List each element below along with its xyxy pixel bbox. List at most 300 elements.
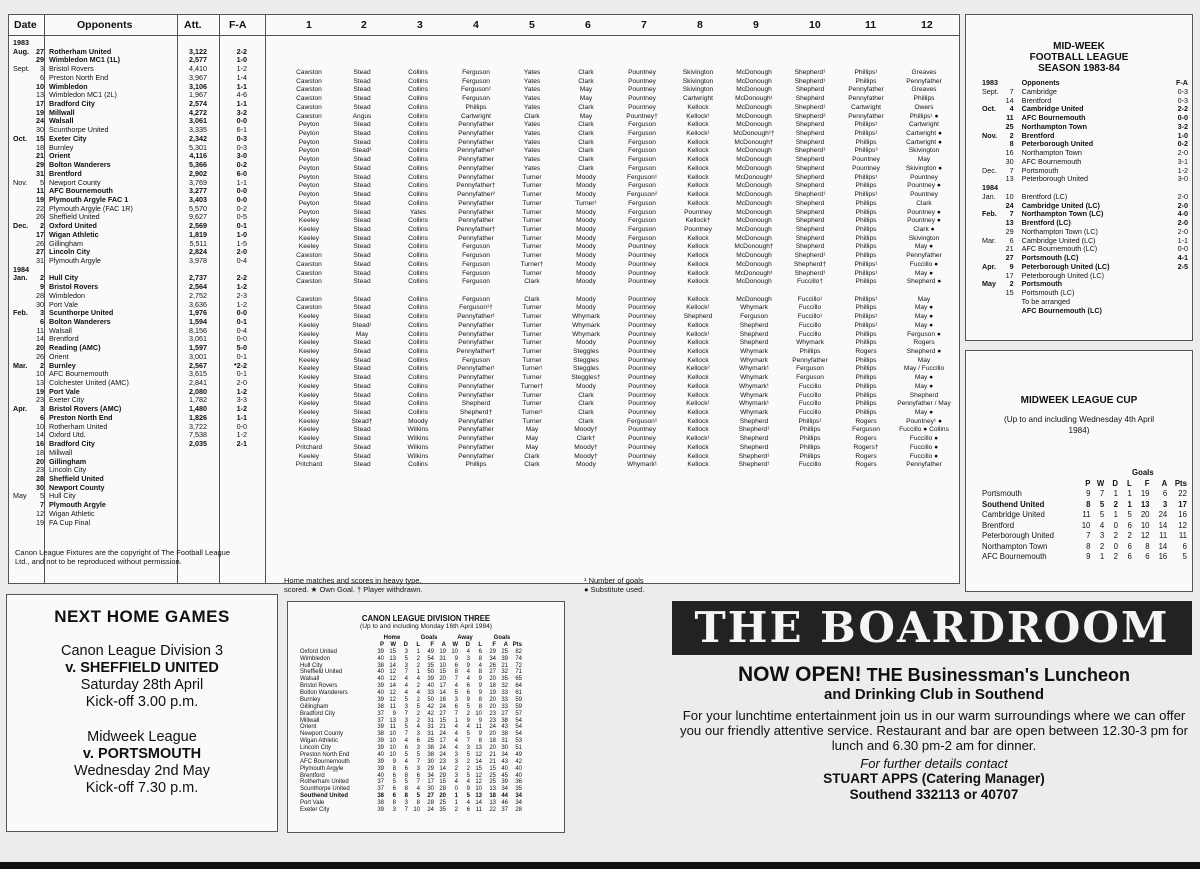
midweek-opponent: AFC Bournemouth (LC)	[1021, 305, 1102, 315]
div3-cell: 2	[416, 683, 420, 690]
div3-cell: 37	[377, 779, 384, 786]
fixture-opponent: Orient	[49, 351, 69, 361]
div3-cell: 5	[404, 724, 408, 731]
player-cell: Greaves	[911, 69, 937, 76]
fixture-score: 0-0	[236, 116, 247, 126]
legend-line1: Home matches and scores in heavy type.	[284, 576, 422, 585]
fixture-row	[13, 519, 258, 528]
div3-cell: 1	[416, 669, 420, 676]
player-cell: Peyton	[298, 147, 320, 155]
player-cell: Peyton	[298, 138, 320, 146]
div3-cell: 3	[416, 731, 420, 738]
div3-team: Lincoln City	[300, 745, 332, 751]
player-cell: Stead	[353, 164, 371, 172]
div3-cell: 39	[377, 683, 384, 690]
fixture-attendance	[167, 458, 207, 467]
player-cell: Yates	[523, 77, 541, 85]
div3-cell: 40	[377, 751, 384, 758]
fixture-attendance: 4,116	[189, 151, 207, 161]
legend-sub: ● Substitute used.	[584, 585, 645, 594]
midweek-score: 2-2	[1177, 104, 1188, 114]
div3-cell: 42	[427, 703, 434, 710]
boardroom-banner: THE BOARDROOM	[672, 601, 1192, 655]
div3-cell: 12	[475, 779, 482, 786]
player-cell: Phillips¹	[854, 269, 878, 277]
div3-cell: 23	[489, 710, 496, 717]
player-cell: Kellock	[687, 269, 709, 277]
player-cell: Pountney	[628, 69, 656, 76]
div3-cell: 38	[427, 745, 434, 751]
player-cell: Cawston	[296, 304, 322, 312]
player-cell: Yates	[523, 130, 541, 138]
player-cell: Pennyfather	[458, 199, 494, 207]
player-cell: Pennyfather	[458, 426, 494, 434]
fixture-day: 26	[36, 238, 44, 248]
player-cell: Shepherd	[795, 182, 825, 190]
midweek-month	[982, 307, 1002, 316]
div3-team: Bristol Rovers	[300, 683, 338, 690]
player-cell: Phillips	[855, 365, 877, 373]
fixture-month	[13, 144, 30, 153]
player-cell: Cawston	[296, 77, 322, 85]
player-cell: Whymark	[740, 356, 768, 364]
fixture-attendance: 2,841	[189, 378, 207, 388]
player-cell: Pountney	[684, 225, 712, 233]
div3-row	[300, 683, 522, 690]
cup-col: L	[1127, 478, 1132, 488]
player-cell: Whymark	[740, 391, 768, 399]
cup-cell: 7	[1086, 531, 1091, 540]
group-label	[300, 635, 372, 642]
player-cell: Phillips	[799, 348, 821, 355]
lineup-row	[284, 357, 956, 366]
cup-team: Cambridge United	[982, 510, 1045, 519]
midweek-day: 7	[1009, 209, 1014, 219]
player-cell: Pennyfather	[458, 164, 494, 172]
div3-cell: 17	[439, 738, 446, 745]
fixture-month	[13, 83, 30, 92]
fixture-score	[207, 519, 247, 528]
player-cell: Pountney	[628, 348, 656, 355]
player-cell: Turner	[522, 321, 542, 329]
fixture-opponent: Port Vale	[49, 386, 80, 396]
midweek-row	[982, 175, 1188, 184]
player-cell: Kellock	[687, 409, 709, 417]
player-cell: Ferguson	[462, 269, 490, 277]
player-cell: Shepherd²	[794, 112, 826, 120]
fixture-opponent: Burnley	[49, 142, 74, 152]
div3-row	[300, 649, 522, 656]
midweek-title-line: SEASON 1983-84	[1038, 63, 1120, 74]
column-number: 7	[641, 19, 647, 31]
player-cell: Collins	[408, 86, 428, 94]
player-cell: Turner¹	[575, 199, 597, 207]
player-cell: Stead	[353, 452, 371, 460]
player-cell: Turner¹	[521, 409, 543, 417]
div3-cell: 5	[466, 751, 470, 758]
player-cell: Phillips¹	[798, 417, 822, 425]
div3-team: Hull City	[300, 662, 323, 669]
player-cell: Shepherd ●	[906, 348, 942, 355]
player-cell: Rogers	[855, 348, 877, 355]
div3-team: Millwall	[300, 717, 320, 724]
div3-cell: 35	[439, 806, 446, 813]
game2-comp: Midweek League	[87, 729, 197, 745]
div3-cell: 13	[475, 793, 482, 800]
fixture-opponent: Millwall	[49, 107, 75, 117]
fixture-day: 23	[36, 465, 44, 475]
player-cell: Moody	[576, 173, 596, 181]
cup-cell: 6	[1127, 552, 1132, 561]
player-cell: Kellock¹	[686, 112, 710, 120]
fixture-attendance: 2,902	[189, 168, 207, 178]
midweek-opp-head: Opponents	[1021, 78, 1060, 87]
fixture-attendance: 8,156	[189, 325, 207, 335]
div3-row	[300, 738, 522, 745]
column-number: 1	[306, 19, 312, 31]
div3-cell: 5	[404, 696, 408, 703]
player-cell: Stead	[353, 356, 371, 364]
player-cell: Turner	[522, 208, 542, 216]
div3-cell: 29	[489, 648, 496, 655]
midweek-opponent: Peterborough United (LC)	[1021, 270, 1104, 280]
fixture-opponent: Lincoln City	[49, 465, 87, 475]
div3-team: Walsall	[300, 676, 320, 683]
player-cell: Moody	[576, 182, 596, 190]
lineup-row	[284, 191, 956, 200]
midweek-year: 1983	[982, 78, 998, 87]
fixture-day: 19	[36, 517, 44, 527]
fixture-attendance: 1,826	[189, 412, 207, 422]
player-cell: Stead	[353, 400, 371, 408]
div3-cell: 7	[416, 779, 420, 786]
player-cell: Kellock¹	[686, 304, 710, 312]
player-cell: Moody	[576, 252, 596, 260]
fixture-month: Sept.	[13, 64, 30, 74]
div3-cell: 24	[439, 731, 446, 738]
fixture-attendance: 4,410	[189, 64, 207, 74]
fixture-opponent: Sheffield United	[49, 473, 104, 483]
div3-cell: 21	[501, 662, 508, 669]
player-cell: Stead	[353, 77, 371, 85]
player-cell: Collins	[408, 121, 428, 129]
fixture-day: 24	[36, 116, 44, 126]
player-cell: Rogers	[855, 417, 877, 425]
fixture-opponent: AFC Bournemouth	[49, 186, 113, 196]
boardroom-line1: THE Businessman's Luncheon	[866, 665, 1131, 685]
fixture-month	[13, 231, 30, 240]
player-cell: Kellock	[687, 164, 709, 172]
div3-cell: 54	[427, 655, 434, 662]
fixture-day: 15	[36, 133, 44, 143]
div3-cell: 15	[439, 669, 446, 676]
fixture-opponent: Bradford City	[49, 99, 95, 109]
player-cell: Shepherd	[795, 138, 825, 146]
fixture-attendance	[167, 510, 207, 519]
player-cell: Pountney	[628, 321, 656, 329]
midweek-opponent: To be arranged	[1021, 296, 1071, 306]
cup-row	[982, 521, 1187, 532]
fixture-day: 6	[40, 317, 44, 326]
div3-cell: 6	[392, 772, 396, 779]
player-cell: Keeley	[298, 313, 320, 321]
cup-cell: 0	[1113, 520, 1118, 530]
player-cell: Pountney¹ ●	[906, 417, 942, 425]
player-cell: Shepherd¹	[794, 269, 826, 277]
fixture-score: 0-0	[236, 186, 247, 196]
lineup-row	[284, 86, 956, 95]
fixture-opponent: Preston North End	[49, 72, 109, 82]
fixture-score: 1-1	[236, 412, 247, 422]
div3-cell: 31	[427, 717, 434, 724]
cup-cell: 13	[1140, 499, 1150, 509]
player-cell: Collins	[408, 225, 428, 233]
player-cell: Clark	[578, 77, 594, 85]
div3-cell: 37	[377, 717, 384, 724]
player-cell: Pritchard	[295, 443, 323, 451]
fixture-attendance: 7,538	[189, 430, 207, 440]
div3-cell: 15	[439, 779, 446, 786]
div3-cell: 20	[489, 731, 496, 738]
div3-cell: 38	[377, 793, 384, 800]
div3-cell: 24	[439, 745, 446, 751]
player-cell: Kellock	[687, 461, 709, 469]
fixture-opponent: Port Vale	[49, 299, 79, 309]
player-cell: Pennyfather†	[456, 225, 496, 233]
player-cell: Kellock	[687, 243, 709, 251]
player-cell: Yates	[523, 164, 541, 172]
div3-cell: 5	[466, 731, 470, 738]
player-cell: Pennyfather¹	[457, 147, 495, 155]
fixture-opponent: Hull City	[49, 491, 76, 501]
div3-row	[300, 704, 522, 711]
div3-row	[300, 718, 522, 725]
player-cell: Ferguson	[628, 156, 656, 164]
div3-cell: 31	[427, 724, 434, 731]
div3-col-header	[300, 642, 522, 649]
year-label: 1983	[13, 38, 29, 47]
cup-cell: 4	[1099, 520, 1105, 530]
player-cell: May	[355, 330, 369, 338]
player-cell: Turner	[522, 191, 542, 199]
fixture-opponent: Bolton Wanderers	[49, 317, 111, 326]
column-number: 3	[417, 19, 423, 31]
div3-cell: 10	[475, 786, 482, 793]
player-cell: Turner¹	[521, 365, 543, 373]
div3-cell: 6	[392, 786, 396, 793]
div3-cell: 4	[466, 669, 470, 676]
player-cell: Kellock	[687, 356, 709, 364]
div3-cell: 13	[389, 655, 396, 662]
player-cell: Cawston	[296, 69, 322, 76]
player-cell: Stead	[353, 391, 371, 399]
div3-cell: 39	[501, 779, 508, 786]
player-cell: Collins	[408, 260, 428, 268]
fixture-day: 17	[36, 99, 44, 109]
lineup-row	[284, 348, 956, 357]
player-cell: Cawston	[296, 278, 322, 286]
cup-cell: 11	[1178, 531, 1187, 540]
player-cell: Stead	[353, 191, 371, 199]
lineup-row	[284, 461, 956, 470]
lineup-row	[284, 409, 956, 418]
player-cell: Cawston	[296, 95, 322, 103]
div3-col: P	[379, 641, 384, 648]
player-cell: Keeley	[298, 234, 320, 242]
fixture-month	[13, 292, 30, 301]
fixture-day: 2	[40, 360, 44, 370]
fixture-list	[13, 39, 258, 527]
player-cell: Collins	[408, 130, 428, 138]
player-cell: Kellock¹	[686, 400, 710, 408]
fixture-opponent: Wimbledon MC1 (1L)	[49, 55, 121, 65]
lineup-row	[284, 365, 956, 374]
player-cell: Keeley	[298, 356, 320, 364]
div3-row	[300, 766, 522, 773]
fixture-score: 0-1	[236, 369, 247, 379]
lineup-row	[284, 95, 956, 104]
div3-cell: 4	[416, 690, 420, 696]
player-cell: Ferguson	[796, 365, 824, 373]
fixture-attendance: 3,722	[189, 421, 207, 431]
lineup-row	[284, 200, 956, 209]
game1-comp: Canon League Division 3	[60, 643, 224, 659]
fixture-score: 1-2	[236, 386, 247, 396]
fixture-score: 4-6	[236, 90, 247, 100]
div3-cell: 8	[404, 786, 408, 793]
player-cell: Phillips	[465, 103, 487, 111]
div3-cell: 3	[404, 703, 408, 710]
fixture-score: 1-1	[236, 81, 247, 91]
div3-cell: 7	[404, 806, 408, 813]
div3-row	[300, 711, 522, 718]
game1-kickoff: Kick-off 3.00 p.m.	[85, 694, 199, 710]
player-cell: Rogers	[855, 435, 877, 443]
cup-cell: 10	[1081, 520, 1091, 530]
player-cell: Stead	[353, 461, 371, 469]
player-cell: Stead	[353, 234, 371, 242]
player-cell: Phillips	[855, 234, 877, 242]
div3-cell: 25	[501, 648, 508, 655]
fixture-month	[13, 187, 30, 196]
fixture-month	[13, 423, 30, 432]
lineup-row	[284, 313, 956, 322]
game1-opponent: v. SHEFFIELD UNITED	[65, 660, 219, 676]
player-cell: Pountney	[628, 243, 656, 251]
fixture-score: 1-0	[236, 55, 247, 65]
player-cell: Keeley	[298, 400, 320, 408]
midweek-opponent: Portsmouth	[1021, 279, 1062, 289]
player-cell: Clark	[524, 278, 540, 286]
fixture-attendance	[167, 519, 207, 528]
cup-cell: 1	[1113, 510, 1118, 519]
fixture-attendance: 1,819	[189, 229, 207, 239]
lineup-row	[284, 182, 956, 191]
div3-cell: 40	[377, 655, 384, 662]
div3-cell: 59	[515, 696, 522, 703]
player-cell: Keeley	[298, 365, 320, 373]
player-cell: Whymark	[572, 321, 600, 329]
column-number: 10	[809, 19, 821, 31]
player-cell: Stead	[353, 243, 371, 251]
player-cell: May	[917, 156, 931, 164]
fixture-day: 16	[36, 439, 44, 449]
player-cell: Pennyfather	[792, 356, 828, 364]
player-cell: Pountney	[684, 208, 712, 216]
fixture-attendance: 2,824	[189, 247, 207, 257]
div3-cell: 34	[427, 772, 434, 779]
div3-cell: 3	[454, 751, 458, 758]
fixture-month	[13, 335, 30, 344]
div3-cell: 57	[515, 710, 522, 717]
boardroom-name: STUART APPS (Catering Manager)	[823, 771, 1045, 786]
fixture-day: 29	[36, 160, 44, 170]
div3-cell: 4	[404, 758, 408, 765]
player-cell: Clark	[524, 461, 540, 469]
results-header	[9, 15, 959, 36]
div3-cell: 12	[389, 676, 396, 683]
player-cell: Peyton	[298, 191, 320, 199]
player-cell: Pennyfather	[458, 121, 494, 129]
div3-cell: 14	[389, 683, 396, 690]
fixture-month	[13, 91, 30, 100]
player-cell: Clark	[578, 130, 594, 138]
player-cell: Whymark	[740, 348, 768, 355]
player-cell: Ferguson	[628, 199, 656, 207]
player-cell: Shepherd†	[793, 260, 827, 268]
player-cell: Yates	[523, 138, 541, 146]
div3-team: Gillingham	[300, 703, 329, 710]
fixture-attendance: 5,511	[189, 238, 207, 248]
fixture-attendance: 1,597	[189, 343, 207, 353]
cup-cell: 9	[1086, 489, 1091, 498]
player-cell: Collins	[408, 374, 428, 382]
player-cell: Stead	[353, 225, 371, 233]
midweek-score: 4-0	[1177, 209, 1188, 219]
player-cell: Pennyfather	[458, 374, 494, 382]
player-cell: Fuccillo	[798, 409, 822, 417]
fixture-day: 28	[36, 473, 44, 483]
fixture-day: 28	[36, 290, 44, 300]
player-cell: Pennyfather	[906, 461, 942, 469]
player-cell: Pountney	[910, 173, 938, 181]
player-cell: Kellock	[687, 191, 709, 199]
cup-cell: 6	[1182, 541, 1187, 551]
player-cell: Pennyfather	[458, 435, 494, 443]
player-cell: May ●	[914, 321, 934, 329]
fixture-day: 17	[36, 229, 44, 239]
lineup-row	[284, 278, 956, 287]
player-cell: Stead	[353, 339, 371, 347]
div3-cell: 8	[478, 703, 482, 710]
player-cell: Skivington	[682, 69, 714, 76]
div3-cell: 10	[475, 710, 482, 717]
div3-cell: 54	[515, 731, 522, 738]
player-cell: Turner	[522, 417, 542, 425]
div3-cell: 15	[439, 717, 446, 724]
fixture-opponent: Brentford	[49, 334, 79, 344]
player-cell: Phillips	[855, 77, 877, 85]
fixture-month	[13, 318, 30, 327]
player-cell: Phillips	[855, 225, 877, 233]
player-cell: Rogers	[855, 461, 877, 469]
player-cell: Phillips	[913, 95, 935, 103]
fixture-day: 3	[40, 64, 44, 74]
midweek-opponent: Cambridge	[1021, 86, 1057, 96]
player-cell: Yates	[523, 95, 541, 103]
div3-col: W	[452, 641, 458, 648]
div3-cell: 29	[439, 772, 446, 779]
